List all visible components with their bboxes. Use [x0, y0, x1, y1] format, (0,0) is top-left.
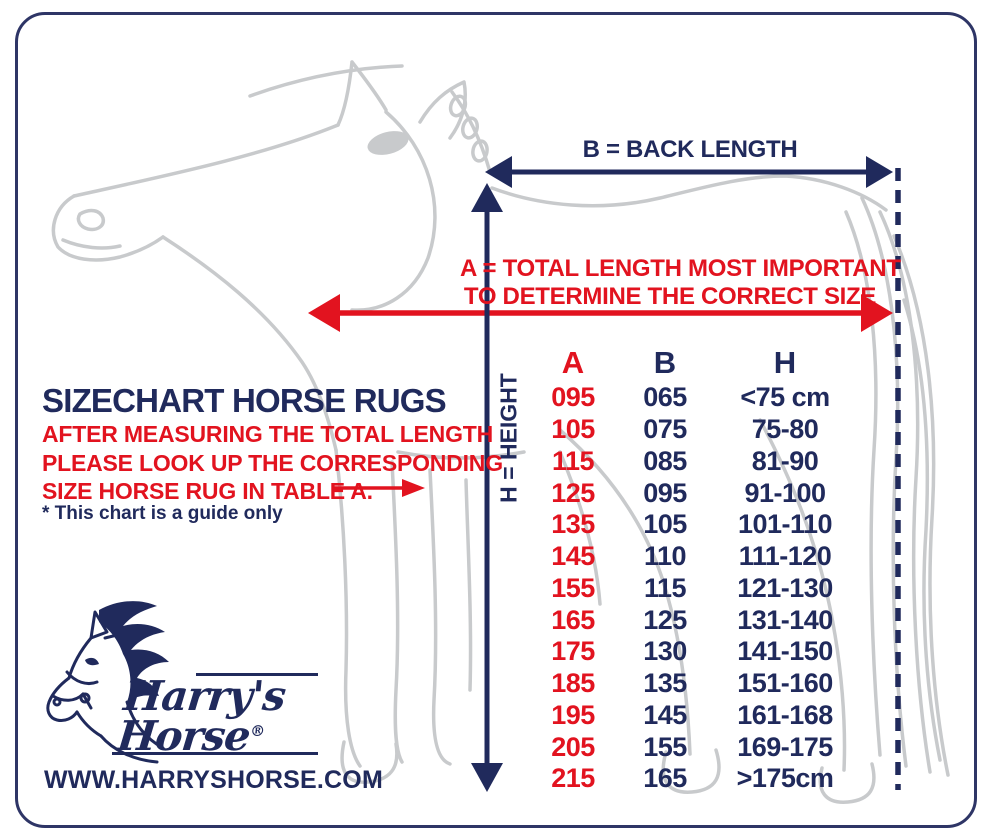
horse-muzzle	[53, 196, 163, 260]
size-table-row	[525, 477, 861, 509]
size-table-cell: 195	[551, 699, 595, 730]
size-table-cell: 115	[551, 445, 595, 476]
size-table-rows	[525, 382, 861, 795]
size-table-cell: 75-80	[751, 414, 819, 445]
horse-mane-forelock	[250, 66, 402, 96]
size-table-row	[525, 668, 861, 700]
size-table-cell: 131-140	[737, 604, 833, 635]
size-table-row	[525, 731, 861, 763]
size-table-cell: 085	[643, 445, 687, 476]
size-table-cell: 185	[551, 668, 595, 699]
size-table-cell: 115	[643, 572, 687, 603]
size-table-row	[525, 604, 861, 636]
horse-front-leg-near-back	[392, 462, 402, 762]
horse-mouth	[63, 240, 120, 248]
size-table-cell: 151-160	[737, 668, 833, 699]
size-table-cell: 101-110	[737, 509, 833, 540]
size-table-cell: 135	[643, 668, 687, 699]
size-table-row	[525, 541, 861, 573]
horse-nostril	[78, 211, 103, 230]
size-table-cell: <75 cm	[740, 382, 830, 413]
size-table-cell: 155	[551, 572, 595, 603]
size-table-row	[525, 636, 861, 668]
size-table-header	[525, 344, 861, 382]
total-length-label-line1: A = TOTAL LENGTH MOST IMPORTANT	[460, 255, 901, 282]
size-table-cell: 175	[551, 636, 595, 667]
registered-trademark-symbol: ®	[249, 722, 267, 740]
total-length-label-line2: TO DETERMINE THE CORRECT SIZE	[463, 283, 877, 310]
size-table-row	[525, 414, 861, 446]
size-table-cell: 165	[551, 604, 595, 635]
size-table-cell: 121-130	[737, 572, 833, 603]
size-table-row	[525, 509, 861, 541]
total-length-label	[460, 255, 901, 311]
brand-name-line1: Harry's	[121, 672, 288, 720]
horse-back-line	[492, 176, 886, 210]
brand-name-line2-text: Horse	[115, 712, 253, 760]
size-table-cell: 095	[551, 382, 595, 413]
size-table-row	[525, 573, 861, 605]
size-table-cell: 205	[551, 731, 595, 762]
website-url: WWW.HARRYSHORSE.COM	[44, 766, 383, 794]
size-table-cell: 130	[643, 636, 687, 667]
page-title: SIZECHART HORSE RUGS	[42, 382, 446, 419]
size-table-cell: 215	[551, 763, 595, 794]
column-header-b: B	[653, 345, 677, 380]
size-table-cell: 169-175	[737, 731, 833, 762]
instruction-text	[42, 420, 503, 506]
height-label: H = HEIGHT	[495, 373, 522, 503]
logo-halter-noseband	[53, 694, 83, 700]
size-table-cell: 125	[551, 477, 595, 508]
size-table-cell: 145	[643, 699, 687, 730]
size-table-cell: 105	[551, 414, 595, 445]
horse-tail-strand-2	[880, 212, 930, 772]
size-table	[525, 344, 861, 795]
size-table-cell: 81-90	[751, 445, 819, 476]
horse-front-leg-far	[430, 470, 471, 764]
guide-note: * This chart is a guide only	[42, 503, 283, 524]
column-header-h: H	[773, 345, 797, 380]
size-table-cell: 095	[643, 477, 687, 508]
back-length-label: B = BACK LENGTH	[582, 136, 798, 163]
size-table-row	[525, 700, 861, 732]
size-table-cell: 075	[643, 414, 687, 445]
size-table-row	[525, 382, 861, 414]
logo-forehead	[69, 638, 91, 678]
size-table-cell: 145	[551, 541, 595, 572]
size-table-cell: 141-150	[737, 636, 833, 667]
horse-forehead	[74, 125, 338, 196]
size-table-cell: 165	[643, 763, 687, 794]
logo-jaw	[77, 712, 101, 736]
size-table-cell: 065	[643, 382, 687, 413]
size-table-cell: 161-168	[737, 699, 833, 730]
size-table-cell: 125	[643, 604, 687, 635]
size-table-cell: 135	[551, 509, 595, 540]
size-table-row	[525, 763, 861, 795]
column-header-a: A	[561, 345, 585, 380]
brand-rule-bottom	[112, 752, 318, 755]
instruction-line1: AFTER MEASURING THE TOTAL LENGTH	[42, 421, 494, 447]
size-table-cell: 110	[643, 541, 687, 572]
instruction-line3: SIZE HORSE RUG IN TABLE A.	[42, 478, 373, 504]
size-table-cell: 155	[643, 731, 687, 762]
size-table-cell: 105	[643, 509, 687, 540]
horse-ear-right	[420, 82, 465, 138]
brand-name-line2	[115, 711, 268, 760]
size-table-cell: 111-120	[738, 541, 832, 572]
logo-eye	[85, 658, 99, 665]
size-table-cell: >175cm	[736, 763, 834, 794]
size-table-cell: 91-100	[744, 477, 826, 508]
instruction-line2: PLEASE LOOK UP THE CORRESPONDING	[42, 449, 503, 476]
size-table-row	[525, 446, 861, 478]
